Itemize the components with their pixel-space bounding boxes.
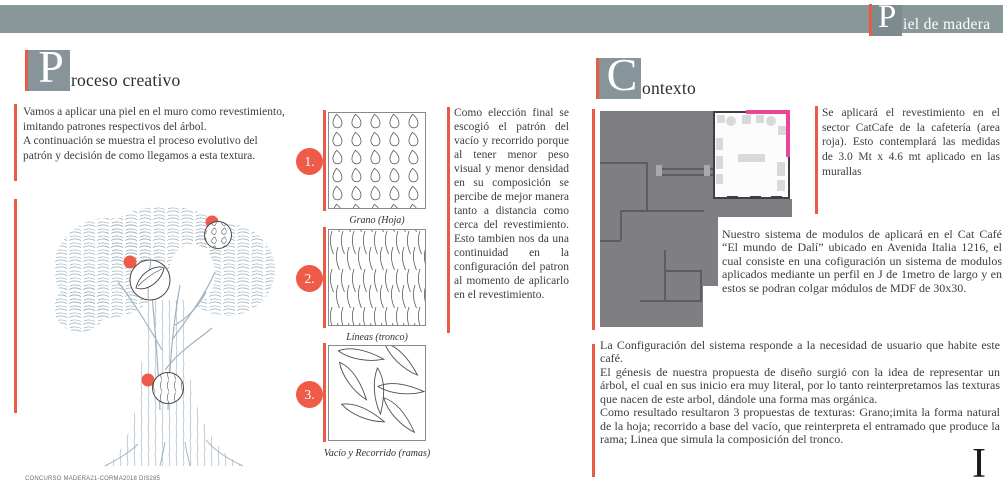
plan-furniture xyxy=(766,116,776,126)
accent-line xyxy=(323,110,326,211)
step-number: 2. xyxy=(304,270,315,286)
swatch-box xyxy=(328,229,426,326)
plan-wall xyxy=(620,210,622,240)
swatch-box xyxy=(328,112,426,209)
plan-highlight-area-roja xyxy=(746,110,790,114)
plan-furniture xyxy=(726,116,736,126)
intro-paragraph-2: A continuación se muestra el proceso evolutivo del patrón y decisión de como llegamos a esta textura. xyxy=(23,135,258,162)
contexto-title-text: ontexto xyxy=(642,78,696,98)
accent-line xyxy=(14,104,17,181)
plan-door xyxy=(727,196,738,199)
step-1-badge xyxy=(296,148,323,175)
plan-door xyxy=(750,196,761,199)
tree-sketch-illustration xyxy=(40,200,290,470)
detail-circle-grano xyxy=(205,222,232,249)
plan-furniture xyxy=(717,115,725,123)
plan-wall xyxy=(646,162,648,210)
genesis-paragraph-1: La Configuración del sistema responde a la necesidad de usuario que habite este café. xyxy=(600,338,1000,366)
accent-line xyxy=(447,107,450,333)
intro-paragraphs xyxy=(23,105,289,163)
swatch-caption: Grano (Hoja) xyxy=(349,215,405,226)
pattern-lineas-icon xyxy=(329,230,425,325)
plan-furniture xyxy=(716,174,723,184)
proceso-dropcap xyxy=(28,41,70,92)
plan-furniture xyxy=(756,115,764,123)
pattern-vacio-icon xyxy=(329,346,425,439)
section-proceso-creativo-heading xyxy=(25,41,181,92)
proceso-title-text: roceso creativo xyxy=(71,70,181,90)
intro-paragraph-1: Vamos a aplicar una piel en el muro como revestimiento, imitando patrones respectivos del árbol. xyxy=(23,106,285,133)
plan-wall xyxy=(600,162,646,164)
plan-wall xyxy=(640,300,700,302)
plan-wall xyxy=(664,250,666,300)
accent-line xyxy=(323,343,326,442)
board-title-dropcap xyxy=(872,0,902,36)
plan-door xyxy=(656,165,662,176)
plan-highlight-area-roja xyxy=(786,112,790,157)
plan-furniture xyxy=(778,126,786,135)
plan-door xyxy=(771,196,782,199)
application-paragraph: Se aplicará el revestimiento en el sector CatCafe de la cafetería (area roja). Esto contemplará las medidas de 3.0 Mt x 4.6 mt aplicado en las murallas xyxy=(822,107,1000,178)
contexto-initial: C xyxy=(606,49,638,100)
board-title-initial: P xyxy=(877,0,897,35)
page-number: I xyxy=(972,441,986,487)
plan-furniture xyxy=(777,180,785,191)
plan-building-mass xyxy=(713,199,792,217)
plan-furniture xyxy=(742,115,751,124)
board-title-text: iel de madera xyxy=(903,16,991,33)
detail-circle-hoja xyxy=(130,260,170,300)
plan-furniture xyxy=(738,154,765,162)
proceso-initial: P xyxy=(38,41,64,92)
accent-line xyxy=(815,106,818,214)
step-number: 3. xyxy=(304,386,315,402)
pattern-grano-icon xyxy=(329,113,425,208)
plan-furniture xyxy=(716,156,723,169)
swatch-caption: Líneas (tronco) xyxy=(346,332,408,343)
plan-wall xyxy=(620,210,704,212)
genesis-paragraph-2: El génesis de nuestra propuesta de diseño surgió con la idea de representar un árbol, el cual en sus inicio era muy literal, por lo tanto reinterpretamos las texturas que nacen de este arbol, dándole una forma mas orgánica. xyxy=(600,364,1000,406)
top-bar xyxy=(0,5,1003,33)
plan-wall xyxy=(664,270,702,272)
board-title xyxy=(869,0,991,36)
accent-line xyxy=(592,109,595,330)
detail-circle-lineas xyxy=(153,373,184,404)
plan-wall xyxy=(600,240,621,242)
step-number: 1. xyxy=(304,153,315,169)
plan-furniture xyxy=(777,162,785,176)
genesis-paragraphs xyxy=(600,339,1000,447)
accent-line xyxy=(323,227,326,328)
plan-furniture xyxy=(716,138,723,150)
accent-line xyxy=(14,199,17,413)
genesis-paragraph-3: Como resultado resultaron 3 propuestas de texturas: Grano;imita la forma natural de la hoja; recorrido a base del vacío, que reinterpreta el entramado que produce la rama; Linea que simula la composición del tronco. xyxy=(600,405,1000,447)
contexto-dropcap xyxy=(599,49,641,100)
footer-credit: CONCURSO MADERA21-CORMA2018 DIS285 xyxy=(25,476,161,482)
step-3-badge xyxy=(296,381,323,408)
accent-line xyxy=(592,344,595,477)
swatch-caption: Vacío y Recorrido (ramas) xyxy=(323,448,431,459)
plan-notch xyxy=(703,286,718,327)
plan-wall xyxy=(700,270,702,302)
system-paragraph: Nuestro sistema de modulos de aplicará en el Cat Café “El mundo de Dalí” ubicado en Avenida Italia 1216, el cual consiste en una cofiguración un sistema de modulos aplicados mediante un perfil en J de 1metro de largo y en estos se podran colgar módulos de MDF de 30x30. xyxy=(722,227,1002,295)
step-2-badge xyxy=(296,265,323,292)
plan-door xyxy=(704,165,710,176)
section-contexto-heading xyxy=(596,49,696,100)
floor-plan xyxy=(600,110,792,330)
final-choice-paragraph: Como elección final se escogió el patrón del vacío y recorrido porque al tener menor peso visual y menor densidad en su composición se percibe de mejor manera tanto a distancia como cerca del revestimiento. Esto tambien nos da una continuidad en la configuración del patron al momento de aplicarlo en el revestimiento. xyxy=(454,107,569,302)
swatch-box xyxy=(328,345,426,441)
